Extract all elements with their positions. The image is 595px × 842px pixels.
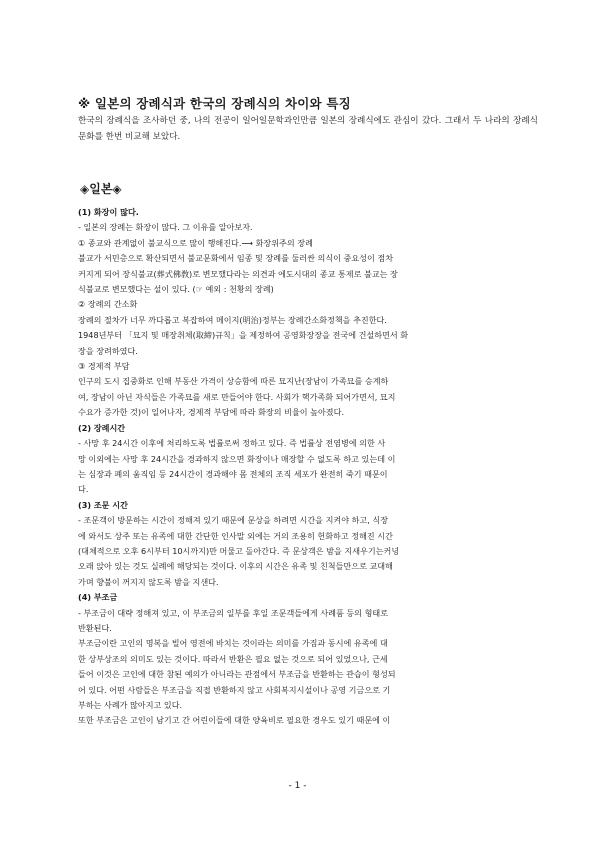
body-line: ① 종교와 관계없이 불교식으로 많이 행해진다.⟶ 화장위주의 장례 bbox=[78, 237, 313, 248]
body-line: 부하는 사례가 많아지고 있다. bbox=[78, 700, 183, 710]
body-line: ③ 경제적 부담 bbox=[78, 361, 130, 372]
body-line: 에 와서도 상주 또는 유족에 대한 간단한 인사말 외에는 거의 조용히 헌화하고 정해진 시간 bbox=[78, 530, 393, 541]
body-line: - 일본의 장례는 화장이 많다. 그 이유를 알아보자. bbox=[78, 222, 253, 233]
body-text bbox=[78, 205, 538, 729]
body-line: 망 이외에는 사망 후 24시간을 경과하지 않으면 화장이나 매장할 수 없도록 하고 있는데 이 bbox=[78, 453, 396, 464]
body-line: ② 장례의 간소화 bbox=[78, 299, 138, 310]
section-subheading: (1) 화장이 많다. bbox=[78, 207, 139, 217]
body-line: 1948년부터 「묘지 및 매장취체(取締)규칙」을 제정하여 공영화장장을 전국에 건설하면서 화 bbox=[78, 330, 409, 341]
body-line: 한 상부상조의 의미도 있는 것이다. 따라서 반환은 필요 없는 것으로 되어 있었으나, 근세 bbox=[78, 653, 388, 664]
body-line: 는 심장과 폐의 움직임 등 24시간이 경과해야 몸 전체의 조직 세포가 완전히 죽기 때문이 bbox=[78, 468, 388, 479]
section-heading-japan: ◈일본◈ bbox=[80, 182, 122, 196]
body-line: 들어 이것은 고인에 대한 참된 예의가 아니라는 관점에서 부조금을 반환하는 관습이 형성되 bbox=[78, 669, 396, 680]
body-line: - 사망 후 24시간 이후에 처리하도록 법률로써 정하고 있다. 즉 법률상 전염병에 의한 사 bbox=[78, 438, 386, 449]
body-line: 다. bbox=[78, 484, 89, 495]
body-line: 수요가 증가한 것)이 일어나자, 경제적 부담에 따라 화장의 비율이 높아졌다. bbox=[78, 407, 345, 418]
body-line: - 조문객이 방문하는 시간이 정해져 있기 때문에 문상을 하려면 시간을 지켜야 하고, 식장 bbox=[78, 515, 389, 526]
body-line: 오래 앉아 있는 것도 실례에 해당되는 것이다. 이후의 시간은 유족 및 친척들만으로 교대해 bbox=[78, 561, 393, 572]
body-line: 식불교로 변모했다는 설이 있다. (☞ 예외 : 천황의 장례) bbox=[78, 284, 274, 295]
body-line: 커지게 되어 장식불교(葬式佛敎)로 변모했다라는 의견과 에도시대의 종교 통제로 불교는 장 bbox=[78, 268, 398, 279]
document-title: ※ 일본의 장례식과 한국의 장례식의 차이와 특징 bbox=[78, 96, 351, 111]
body-line: 또한 부조금은 고인이 남기고 간 어린이들에 대한 양육비로 필요한 경우도 있기 때문에 이 bbox=[78, 715, 391, 726]
section-subheading: (3) 조문 시간 bbox=[78, 499, 128, 510]
body-line: 부조금이란 고인의 명복을 빌어 영전에 바치는 것이라는 의미를 가짐과 동시에 유족에 대 bbox=[78, 638, 388, 649]
body-line: - 부조금이 대략 정해져 있고, 이 부조금의 일부를 후일 조문객들에게 사례품 등의 형태로 bbox=[78, 607, 389, 618]
intro-text: 한국의 장례식을 조사하던 중, 나의 전공이 일어일문학과인만큼 일본의 장례식에도 관심이 갔다. 그래서 두 나라의 장례식 문화를 한번 비교해 보았다. bbox=[78, 116, 538, 142]
body-line: 어 있다. 어떤 사람들은 부조금을 직접 반환하지 않고 사회복지시설이나 공영 기금으로 기 bbox=[78, 684, 391, 695]
body-line: 불교가 서민층으로 확산되면서 불교문화에서 임종 및 장례를 둘러싼 의식이 중요성이 점차 bbox=[78, 253, 394, 264]
body-line: 장을 장려하였다. bbox=[78, 345, 138, 356]
body-line: 가며 향불이 꺼지지 않도록 밤을 지샌다. bbox=[78, 576, 219, 587]
section-subheading: (2) 장례시간 bbox=[78, 422, 126, 433]
page-number: - 1 - bbox=[288, 781, 307, 791]
body-line: 반환된다. bbox=[78, 622, 112, 633]
body-line: 여, 장남이 아닌 자식들은 가족묘를 새로 만들어야 한다. 사회가 핵가족화 되어가면서, 묘지 bbox=[78, 391, 396, 402]
intro-paragraph bbox=[78, 113, 538, 145]
body-line: 장례의 절차가 너무 까다롭고 복잡하여 메이지(明治)정부는 장례간소화정책을 추진한다. bbox=[78, 314, 387, 325]
section-subheading: (4) 부조금 bbox=[78, 592, 118, 603]
body-line: (대체적으로 오후 6시부터 10시까지)만 머물고 돌아간다. 즉 문상객은 밤을 지새우기는커녕 bbox=[78, 545, 400, 556]
body-line: 인구의 도시 집중화로 인해 부동산 가격이 상승함에 따른 묘지난(장남이 가족묘를 승계하 bbox=[78, 376, 389, 387]
